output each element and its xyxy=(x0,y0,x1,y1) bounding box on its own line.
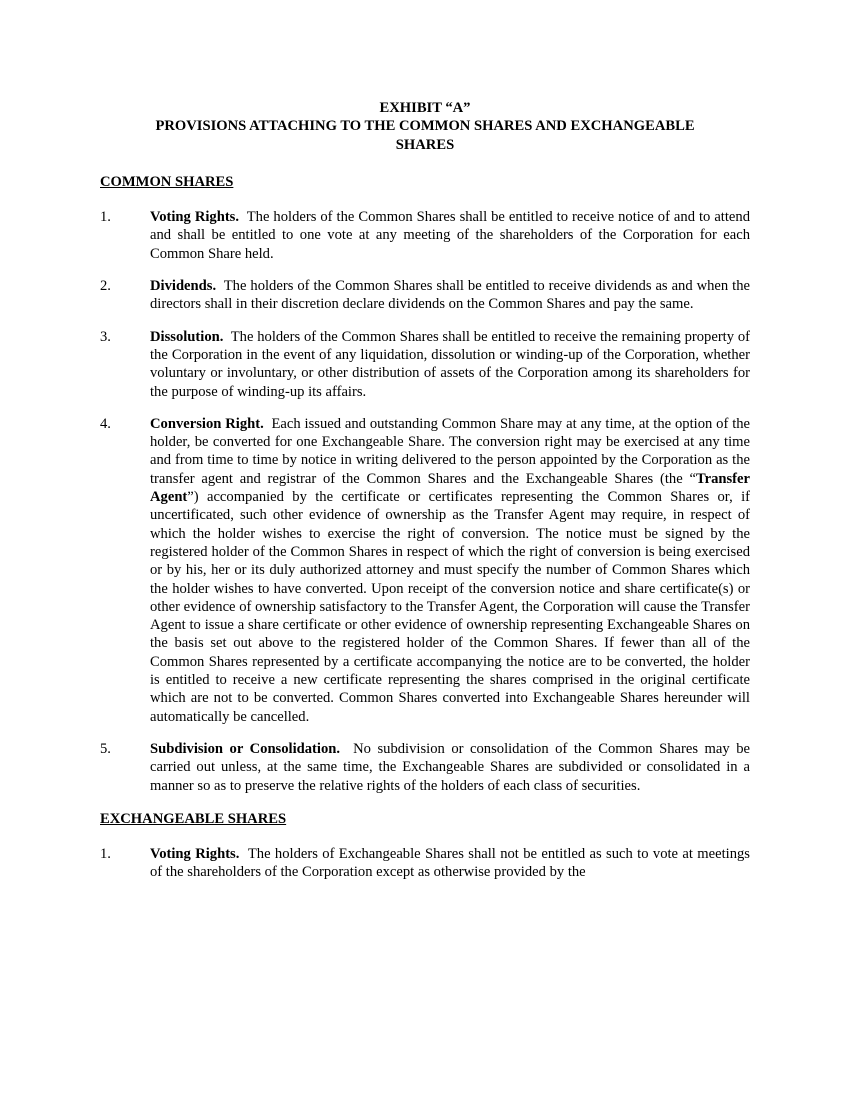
item-heading: Dissolution. xyxy=(150,328,224,345)
item-number: 3. xyxy=(100,328,111,345)
item-body xyxy=(150,740,750,795)
item-heading: Dividends. xyxy=(150,278,217,295)
item-number: 4. xyxy=(100,415,111,432)
item-number: 2. xyxy=(100,278,111,295)
common-shares-item-1 xyxy=(100,208,750,263)
item-body xyxy=(150,845,750,882)
common-shares-item-4 xyxy=(100,415,750,726)
item-number: 5. xyxy=(100,740,111,757)
item-body xyxy=(150,208,750,263)
exchangeable-shares-heading: EXCHANGEABLE SHARES xyxy=(100,810,287,827)
item-body xyxy=(150,415,750,726)
common-shares-heading: COMMON SHARES xyxy=(100,173,234,190)
item-text: The holders of Exchangeable Shares shall not be entitled as such to vote at meetings of the shareholders of the Corporation except as otherwise provided by the xyxy=(150,846,750,881)
item-number: 1. xyxy=(100,846,111,863)
item-text: The holders of the Common Shares shall be entitled to receive the remaining property of the Corporation in the event of any liquidation, dissolution or winding-up of the Corporation, whether voluntary or involuntary, or other distribution of assets of the Corporation among its shareholders for the purpose of winding-up its affairs. xyxy=(150,328,750,400)
common-shares-item-5 xyxy=(100,740,750,795)
item-number: 1. xyxy=(100,209,111,226)
item-body xyxy=(150,328,750,401)
common-shares-item-2 xyxy=(100,277,750,314)
exhibit-title-line-3: SHARES xyxy=(395,136,455,153)
exhibit-title-line-1: EXHIBIT “A” xyxy=(379,100,471,116)
item-heading: Voting Rights. xyxy=(150,846,240,863)
item-body xyxy=(150,277,750,314)
exchangeable-shares-item-1 xyxy=(100,845,750,882)
exhibit-title xyxy=(100,99,750,154)
item-heading: Conversion Right. xyxy=(150,415,264,432)
item-text: The holders of the Common Shares shall be entitled to receive dividends as and when the directors shall in their discretion declare dividends on the Common Shares and pay the same. xyxy=(150,278,750,313)
document-page xyxy=(100,99,750,896)
defined-term: Transfer Agent xyxy=(150,470,750,506)
item-text: No subdivision or consolidation of the Common Shares may be carried out unless, at the same time, the Exchangeable Shares are subdivided or consolidated in a manner so as to preserve the relative rights of the holders of each class of securities. xyxy=(150,740,750,794)
item-text-part-1: Each issued and outstanding Common Share may at any time, at the option of the holder, be converted for one Exchangeable Share. The conversion right may be exercised at any time and from time to time by notice in writing delivered to the person appointed by the Corporation as the transfer agent and registrar of the Common Shares and the Exchangeable Shares (the “ xyxy=(150,415,751,487)
item-heading: Voting Rights. xyxy=(150,209,240,226)
item-text: The holders of the Common Shares shall be entitled to receive notice of and to attend and shall be entitled to one vote at any meeting of the shareholders of the Corporation for each Common Share held. xyxy=(150,209,750,262)
item-heading: Subdivision or Consolidation. xyxy=(150,740,341,757)
common-shares-item-3 xyxy=(100,328,750,401)
item-text-part-2: ”) accompanied by the certificate or certificates representing the Common Shares or, if uncertificated, such other evidence of ownership as the Transfer Agent may require, in respect of which the holder wishes to exercise the right of conversion. The notice must be signed by the registered holder of the Common Shares in respect of which the right of conversion is being exercised or by his, her or its duly authorized attorney and must specify the number of Common Shares which the holder wishes to have converted. Upon receipt of the conversion notice and share certificate(s) or other evidence of ownership satisfactory to the Transfer Agent, the Corporation will cause the Transfer Agent to issue a share certificate or other evidence of ownership representing Exchangeable Shares on the basis set out above to the registered holder of the Common Shares. If fewer than all of the Common Shares represented by a certificate accompanying the notice are to be converted, the holder is entitled to receive a new certificate representing the shares comprised in the original certificate which are not to be converted. Common Shares converted into Exchangeable Shares hereunder will automatically be cancelled. xyxy=(150,489,750,725)
exhibit-title-line-2: PROVISIONS ATTACHING TO THE COMMON SHARES AND EXCHANGEABLE xyxy=(155,118,695,135)
